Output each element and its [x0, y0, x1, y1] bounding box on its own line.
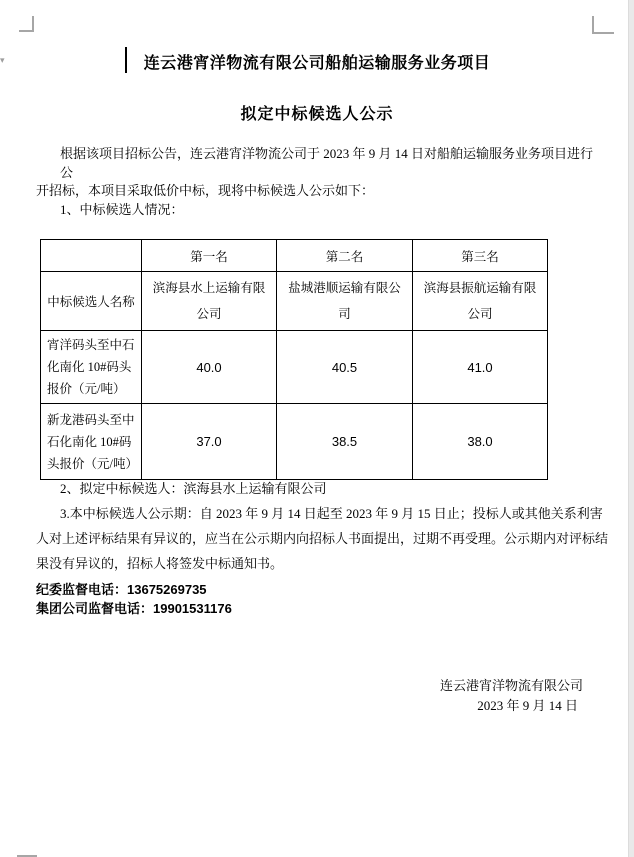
supervision-phones [36, 580, 232, 618]
price-xinlonggang-1: 37.0 [142, 404, 277, 480]
intro-line-3: 1、中标候选人情况： [60, 201, 184, 217]
header-cell-rank-3: 第三名 [413, 240, 548, 272]
page-margin-crop-mark-top-left [19, 16, 34, 32]
bid-candidates-table [40, 239, 548, 480]
signature-block [440, 677, 583, 715]
candidate-company-2: 盐城港顺运输有限公司 [277, 272, 413, 331]
candidate-company-1: 滨海县水上运输有限公司 [142, 272, 277, 331]
price-row-xiaoyang [41, 331, 548, 404]
header-cell-rank-2: 第二名 [277, 240, 413, 272]
signature-company: 连云港宵洋物流有限公司 [439, 678, 583, 693]
page-margin-crop-mark-top-right [592, 16, 614, 34]
price-xiaoyang-3: 41.0 [413, 331, 548, 404]
intro-line-1: 根据该项目招标公告，连云港宵洋物流公司于 2023 年 9 月 14 日对船舶运输服务业务项目进行公 [60, 146, 594, 180]
header-cell-rank-1: 第一名 [142, 240, 277, 272]
list-item-proposed-winner: 2、拟定中标候选人：滨海县水上运输有限公司 [60, 481, 327, 496]
group-phone-line: 集团公司监督电话：19901531176 [36, 601, 232, 616]
price-xinlonggang-3: 38.0 [413, 404, 548, 480]
window-right-edge [628, 0, 634, 857]
publicity-line-1: 3.本中标候选人公示期：自 2023 年 9 月 14 日起至 2023 年 9 月 15 日止；投标人或其他关系利害 [60, 506, 603, 521]
price-xiaoyang-2: 40.5 [277, 331, 413, 404]
signature-date: 2023 年 9 月 14 日 [477, 697, 578, 713]
price-xiaoyang-1: 40.0 [142, 331, 277, 404]
intro-line-2: 开招标，本项目采取低价中标，现将中标候选人公示如下： [36, 183, 375, 198]
row-label-price-xiaoyang: 宵洋码头至中石化南化 10#码头报价（元/吨） [41, 331, 142, 404]
row-label-price-xinlonggang: 新龙港码头至中石化南化 10#码头报价（元/吨） [41, 404, 142, 480]
candidate-company-3: 滨海县振航运输有限公司 [413, 272, 548, 331]
price-row-xinlonggang [41, 404, 548, 480]
price-xinlonggang-2: 38.5 [277, 404, 413, 480]
candidate-name-row [41, 272, 548, 331]
header-cell-empty [41, 240, 142, 272]
row-label-candidate-name: 中标候选人名称 [41, 272, 142, 331]
discipline-phone-line: 纪委监督电话：13675269735 [36, 582, 207, 597]
table-header-row [41, 240, 548, 272]
publicity-line-3: 果没有异议的，招标人将签发中标通知书。 [36, 556, 284, 571]
intro-paragraph [36, 145, 604, 219]
outline-collapse-icon: ▾ [0, 56, 5, 66]
page-title: 连云港宵洋物流有限公司船舶运输服务业务项目 [143, 55, 491, 72]
publicity-period-paragraph [36, 501, 612, 576]
publicity-line-2: 人对上述评标结果有异议的，应当在公示期内向招标人书面提出，过期不再受理。公示期内对评标结 [36, 531, 609, 546]
page-subtitle: 拟定中标候选人公示 [240, 106, 394, 123]
